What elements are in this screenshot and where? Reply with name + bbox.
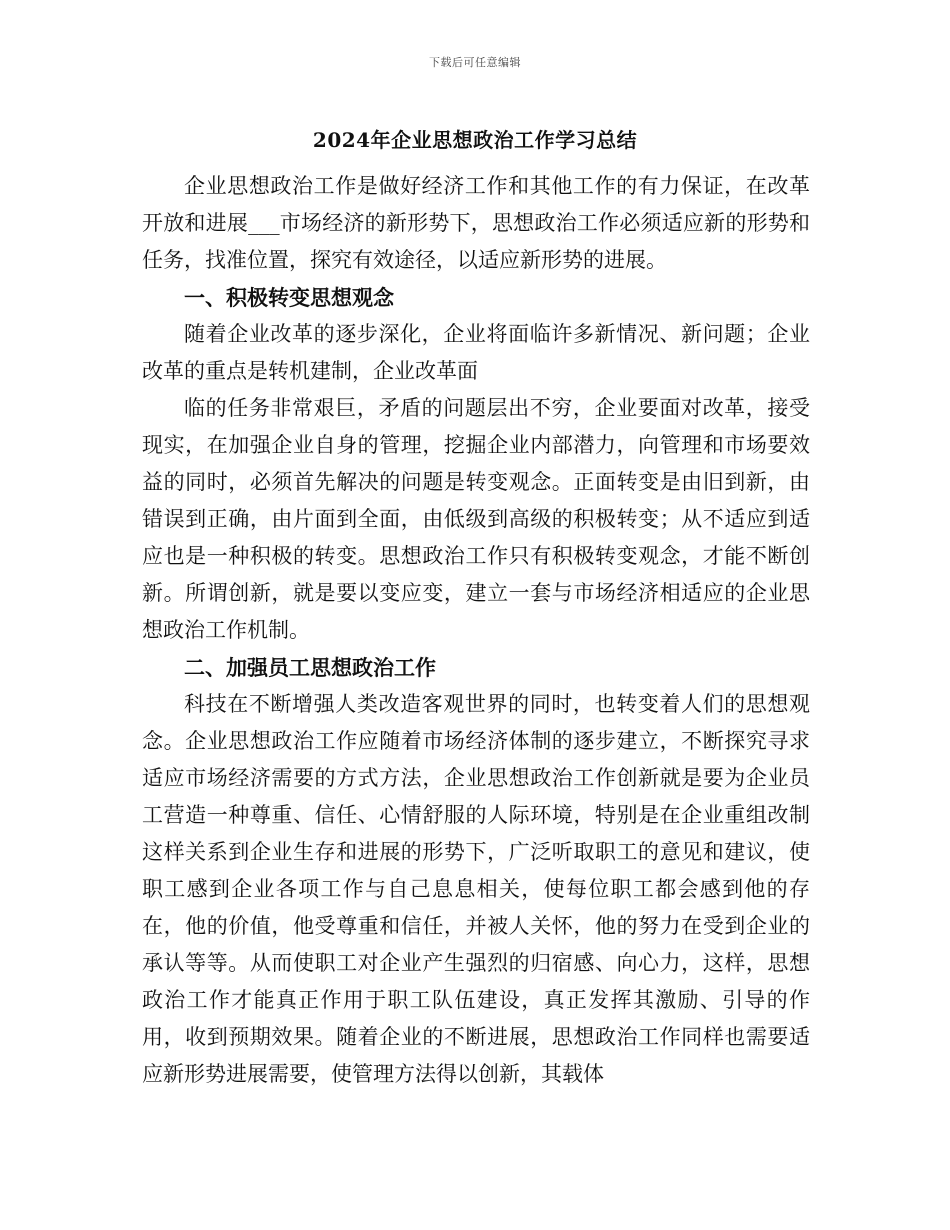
- document-title: 2024年企业思想政治工作学习总结: [312, 128, 638, 152]
- section1-paragraph-2: 临的任务非常艰巨，矛盾的问题层出不穷，企业要面对改革，接受现实，在加强企业自身的管理，挖掘企业内部潜力，向管理和市场要效益的同时，必须首先解决的问题是转变观念。正面转变是由旧到新，由错误到正确，由片面到全面，由低级到高级的积极转变；从不适应到适应也是一种积极的转变。思想政治工作只有积极转变观念，才能不断创新。所谓创新，就是要以变应变，建立一套与市场经济相适应的企业思想政治工作机制。: [142, 396, 810, 642]
- section-heading-2: 二、加强员工思想政治工作: [184, 655, 436, 680]
- section1-paragraph-1: 随着企业改革的逐步深化，企业将面临许多新情况、新问题；企业改革的重点是转机建制，企业改革面: [142, 322, 810, 383]
- intro-paragraph: 企业思想政治工作是做好经济工作和其他工作的有力保证，在改革开放和进展___市场经济的新形势下，思想政治工作必须适应新的形势和任务，找准位置，探究有效途径，以适应新形势的进展。: [142, 174, 810, 272]
- document-body: [142, 168, 810, 1093]
- section2-paragraph-1: 科技在不断增强人类改造客观世界的同时，也转变着人们的思想观念。企业思想政治工作应随着市场经济体制的逐步建立，不断探究寻求适应市场经济需要的方式方法，企业思想政治工作创新就是要为企业员工营造一种尊重、信任、心情舒服的人际环境，特别是在企业重组改制这样关系到企业生存和进展的形势下，广泛听取职工的意见和建议，使职工感到企业各项工作与自己息息相关，使每位职工都会感到他的存在，他的价值，他受尊重和信任，并被人关怀，他的努力在受到企业的承认等等。从而使职工对企业产生强烈的归宿感、向心力，这样，思想政治工作才能真正作用于职工队伍建设，真正发挥其激励、引导的作用，收到预期效果。随着企业的不断进展，思想政治工作同样也需要适应新形势进展需要，使管理方法得以创新，其载体: [142, 692, 810, 1086]
- section-heading-1: 一、积极转变思想观念: [184, 285, 394, 310]
- header-note: 下载后可任意编辑: [429, 56, 521, 69]
